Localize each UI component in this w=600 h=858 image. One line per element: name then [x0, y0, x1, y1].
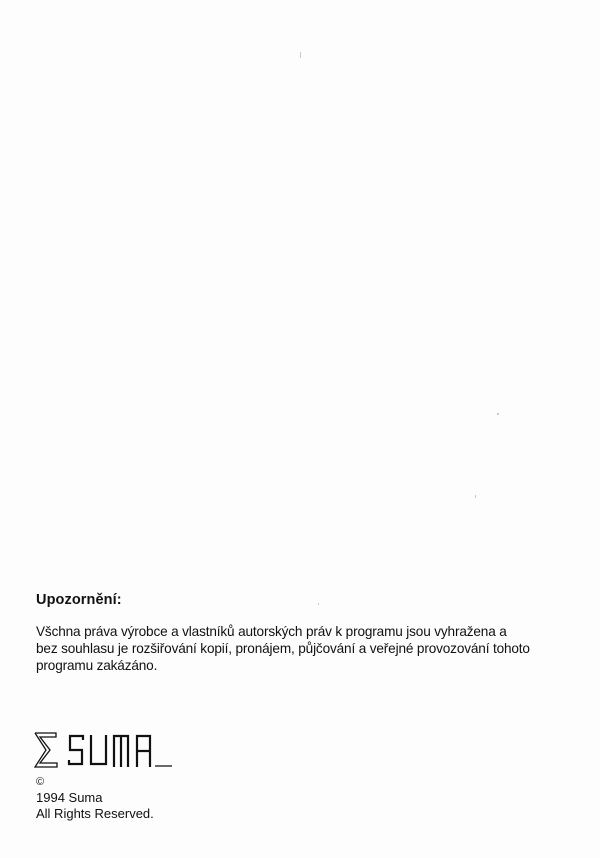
copyright-year: 1994 Suma [36, 790, 103, 805]
scan-speck [318, 603, 319, 605]
sigma-icon [34, 731, 174, 769]
copyright-icon: © [36, 776, 45, 788]
scan-speck [300, 52, 301, 58]
scan-speck [497, 413, 499, 415]
copyright-rights: All Rights Reserved. [36, 806, 154, 821]
notice-line: Všchna práva výrobce a vlastníků autorských práv k programu jsou vyhražena a [36, 624, 507, 639]
copyright-block [36, 774, 154, 822]
notice-body [36, 623, 576, 674]
copyright-year-line [36, 774, 154, 806]
notice-line: bez souhlasu je rozšiřování kopií, pronájem, půjčování a veřejné provozování tohoto [36, 641, 530, 656]
scan-speck [475, 495, 476, 498]
suma-logo [34, 731, 174, 769]
notice-heading: Upozornění: [36, 592, 122, 608]
notice-line: programu zakázáno. [36, 658, 158, 673]
